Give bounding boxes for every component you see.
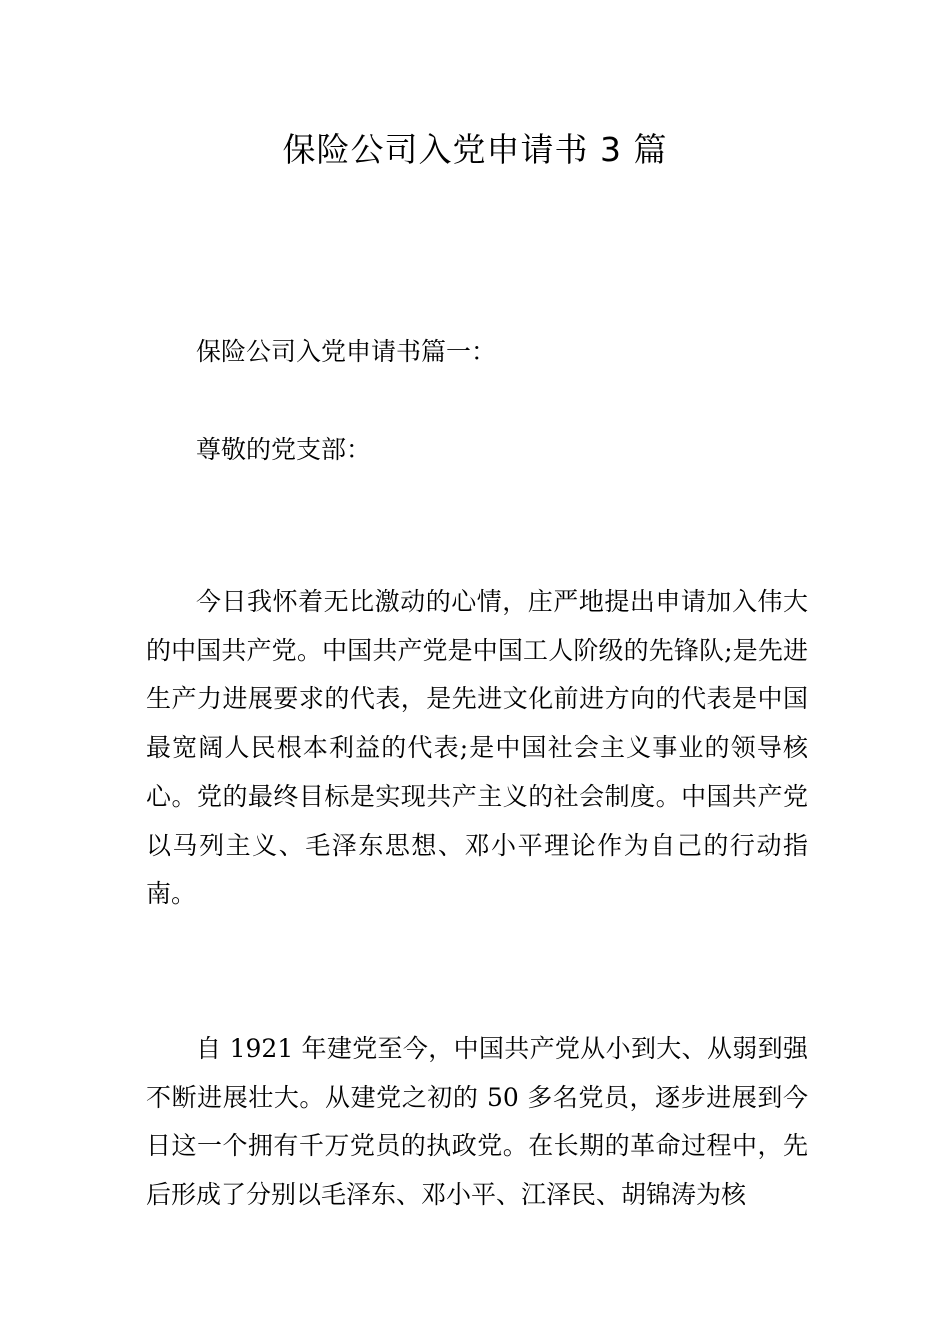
salutation: 尊敬的党支部： xyxy=(196,435,372,464)
body-paragraph-1: 今日我怀着无比激动的心情，庄严地提出申请加入伟大的中国共产党。中国共产党是中国工人阶级的先锋队;是先进生产力进展要求的代表，是先进文化前进方向的代表是中国最宽阔人民根本利益的代表;是中国社会主义事业的领导核心。党的最终目标是实现共产主义的社会制度。中国共产党以马列主义、毛泽东思想、邓小平理论作为自己的行动指南。 xyxy=(146,587,808,909)
section-heading: 保险公司入党申请书篇一： xyxy=(196,337,497,366)
document-title: 保险公司入党申请书 3 篇 xyxy=(282,130,668,169)
body-paragraph-2: 自 1921 年建党至今，中国共产党从小到大、从弱到强不断进展壮大。从建党之初的 50 多名党员，逐步进展到今日这一个拥有千万党员的执政党。在长期的革命过程中，先后形成了分别以毛泽东、邓小平、江泽民、胡锦涛为核 xyxy=(146,1034,808,1210)
